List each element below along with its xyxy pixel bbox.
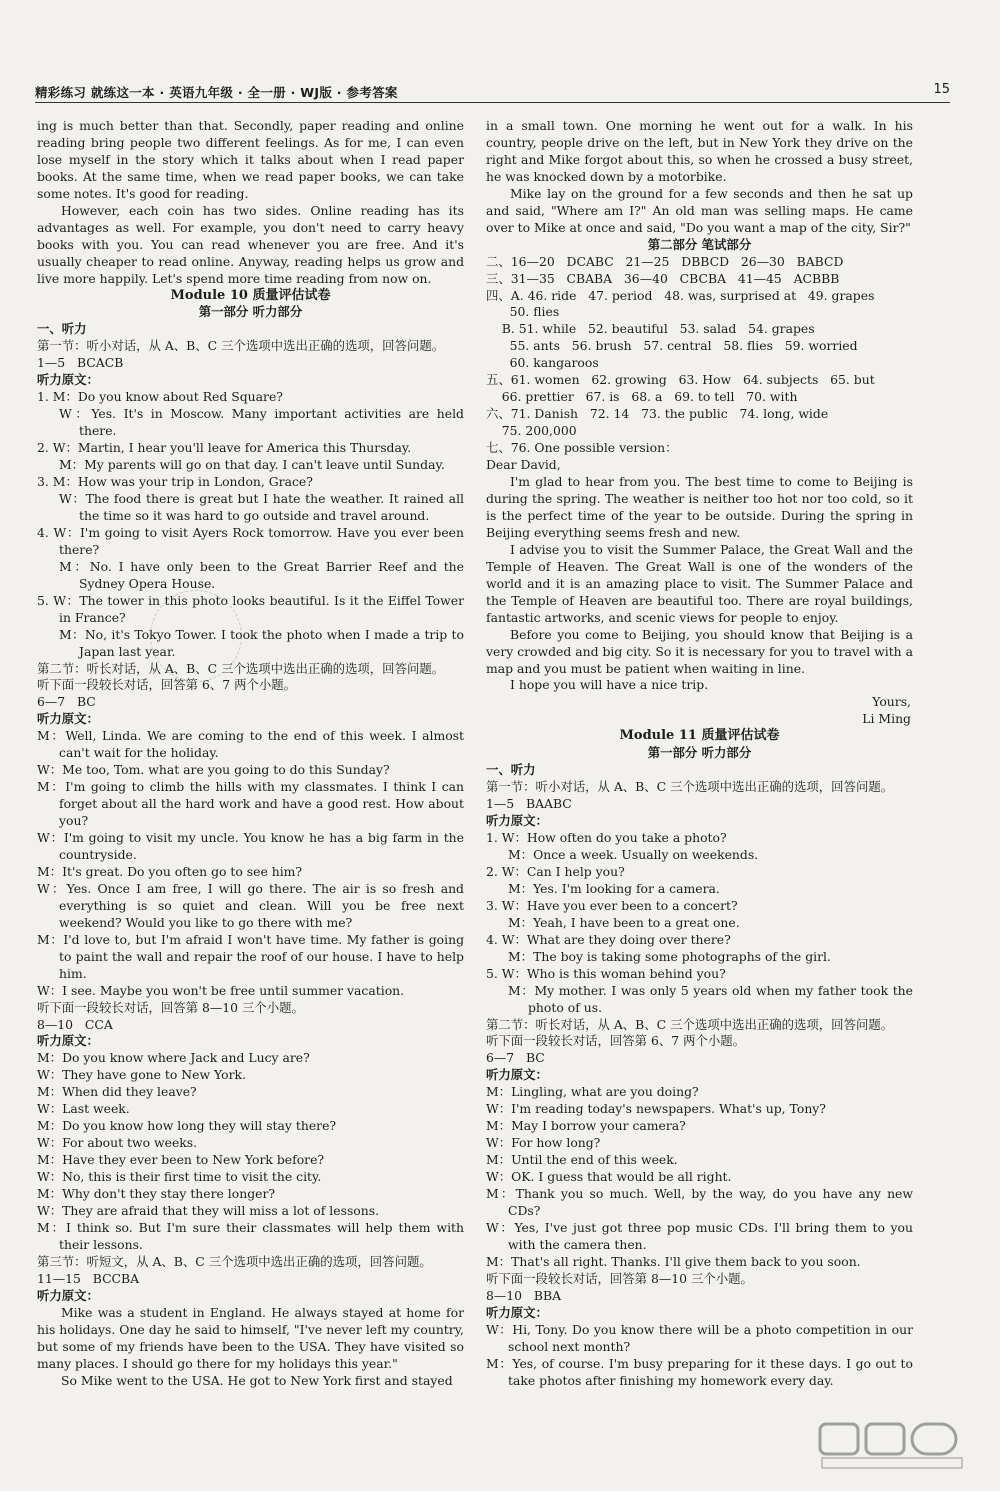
right-paragraph: 第二部分 笔试部分	[647, 236, 752, 252]
left-paragraph: W：Me too, Tom. what are you going to do this Sunday?	[37, 762, 390, 778]
left-paragraph: W：For about two weeks.	[37, 1135, 198, 1151]
left-paragraph: W：They are afraid that they will miss a lot of lessons.	[37, 1203, 380, 1218]
left-paragraph: Module 10 质量评估试卷	[170, 287, 331, 303]
right-paragraph: 一、听力	[486, 762, 536, 778]
right-paragraph: M：Yeah, I have been to a great one.	[508, 914, 740, 930]
right-paragraph: M：My mother. I was only 5 years old when my father took the photo of us.	[508, 982, 913, 1015]
right-paragraph: 1. W：How often do you take a photo?	[486, 830, 727, 846]
right-paragraph: 75. 200,000	[486, 423, 577, 439]
left-paragraph: 一、听力	[37, 321, 87, 337]
right-paragraph: 四、A. 46. ride 47. period 48. was, surprised at 49. grapes	[486, 287, 875, 303]
right-paragraph: I hope you will have a nice trip.	[510, 677, 709, 693]
left-paragraph: W：Yes. Once I am free, I will go there. The air is so fresh and everything is so quiet and clean. Will you be free next weekend? Would you like to go there with me?	[37, 880, 464, 930]
right-paragraph: Before you come to Beijing, you should know that Beijing is a very crowded and big city. So it is necessary for you to travel with a map and you must be patient when waiting in line.	[486, 626, 913, 676]
left-paragraph: W：No, this is their first time to visit the city.	[37, 1169, 322, 1185]
right-paragraph: Mike lay on the ground for a few seconds and then he sat up and said, "Where am I?" An old man was selling maps. He came over to Mike at once and said, "Do you want a map of the city, Sir?"	[486, 185, 913, 235]
left-paragraph: 6—7 BC	[37, 694, 96, 710]
left-paragraph: W：The food there is great but I hate the weather. It rained all the time so it was hard to go outside and travel around.	[59, 490, 464, 523]
right-paragraph: 6—7 BC	[486, 1050, 545, 1066]
right-paragraph: M：Yes. I'm looking for a camera.	[508, 880, 720, 896]
left-paragraph: 第一节：听小对话，从 A、B、C 三个选项中选出正确的选项，回答问题。	[37, 338, 445, 354]
right-paragraph: M：Lingling, what are you doing?	[486, 1084, 699, 1100]
left-column	[37, 118, 464, 1389]
left-paragraph: 11—15 BCCBA	[37, 1270, 140, 1286]
left-paragraph: 听下面一段较长对话，回答第 6、7 两个小题。	[37, 677, 297, 693]
left-paragraph: 2. W：Martin, I hear you'll leave for America this Thursday.	[37, 440, 412, 456]
right-paragraph: 66. prettier 67. is 68. a 69. to tell 70. with	[486, 389, 798, 405]
right-paragraph: 听下面一段较长对话，回答第 8—10 三个小题。	[486, 1270, 753, 1286]
right-paragraph: 三、31—35 CBABA 36—40 CBCBA 41—45 ACBBB	[486, 270, 840, 286]
right-paragraph: 3. W：Have you ever been to a concert?	[486, 897, 738, 913]
left-paragraph: M：It's great. Do you often go to see him?	[37, 863, 303, 879]
left-paragraph: ing is much better than that. Secondly, paper reading and online reading bring people two different feelings. As for me, I can even lose myself in the story which it talks about when I read paper books. At the same time, when we read paper books, we can take some notes. It's good for reading.	[37, 118, 464, 201]
right-paragraph: 听力原文：	[486, 1067, 548, 1083]
page-header	[35, 80, 950, 103]
right-paragraph: M：May I borrow your camera?	[486, 1118, 686, 1134]
left-paragraph: M：I'm going to climb the hills with my classmates. I think I can forget about all the hard work and have a good rest. How about you?	[37, 779, 464, 829]
left-paragraph: 听下面一段较长对话，回答第 8—10 三个小题。	[37, 999, 304, 1015]
right-paragraph: 听下面一段较长对话，回答第 6、7 两个小题。	[486, 1033, 746, 1049]
right-paragraph: 4. W：What are they doing over there?	[486, 931, 731, 947]
left-paragraph: W：They have gone to New York.	[37, 1067, 246, 1083]
left-paragraph: M：No. I have only been to the Great Barrier Reef and the Sydney Opera House.	[59, 558, 464, 591]
left-paragraph: 4. W：I'm going to visit Ayers Rock tomorrow. Have you ever been there?	[37, 524, 464, 557]
left-paragraph: 1—5 BCACB	[37, 355, 124, 371]
right-paragraph: 2. W：Can I help you?	[486, 863, 625, 879]
right-column	[486, 118, 913, 1389]
right-paragraph: 5. W：Who is this woman behind you?	[486, 965, 726, 981]
right-paragraph: W：For how long?	[486, 1135, 601, 1151]
right-paragraph: Module 11 质量评估试卷	[619, 728, 780, 744]
left-paragraph: M：Have they ever been to New York before?	[37, 1152, 325, 1168]
right-paragraph: 六、71. Danish 72. 14 73. the public 74. long, wide	[486, 406, 829, 422]
left-paragraph: So Mike went to the USA. He got to New York first and stayed	[61, 1372, 453, 1388]
left-paragraph: M：No, it's Tokyo Tower. I took the photo when I made a trip to Japan last year.	[59, 626, 464, 659]
left-paragraph: M：When did they leave?	[37, 1084, 197, 1100]
left-paragraph: 听力原文：	[37, 711, 99, 727]
right-paragraph: 五、61. women 62. growing 63. How 64. subjects 65. but	[486, 372, 875, 388]
watermark-logo-icon	[818, 1420, 968, 1470]
right-paragraph: I'm glad to hear from you. The best time to come to Beijing is during the spring. The weather is neither too hot nor too cold, so it is the perfect time of the year to be outside. During the spring in Beijing everything seems fresh and new.	[486, 474, 913, 540]
left-paragraph: W：Yes. It's in Moscow. Many important activities are held there.	[59, 406, 464, 439]
right-paragraph: I advise you to visit the Summer Palace, the Great Wall and the Temple of Heaven. The Great Wall is one of the wonders of the world and it is an amazing place to visit. The Summer Palace and the Temple of Heaven are beautiful too. There are royal buildings, fantastic artworks, and scenic views for people to enjoy.	[486, 541, 913, 625]
left-paragraph: M：Do you know where Jack and Lucy are?	[37, 1050, 310, 1066]
left-paragraph: 听力原文：	[37, 372, 99, 388]
right-paragraph: M：That's all right. Thanks. I'll give them back to you soon.	[486, 1253, 861, 1269]
left-paragraph: M：I think so. But I'm sure their classmates will help them with their lessons.	[37, 1219, 464, 1252]
right-paragraph: Li Ming	[862, 711, 911, 727]
left-paragraph: M：I'd love to, but I'm afraid I won't have time. My father is going to paint the wall and repair the roof of our house. I have to help him.	[37, 931, 464, 981]
right-paragraph: 55. ants 56. brush 57. central 58. flies 59. worried	[486, 338, 858, 354]
left-paragraph: Mike was a student in England. He always stayed at home for his holidays. One day he said to himself, "I've never left my country, but some of my friends have been to the USA. They have visited so many places. I should go there for my holidays this year."	[37, 1304, 464, 1371]
left-paragraph: 3. M：How was your trip in London, Grace?	[37, 474, 313, 490]
left-paragraph: 听力原文：	[37, 1287, 99, 1303]
left-paragraph: 第三节：听短文，从 A、B、C 三个选项中选出正确的选项，回答问题。	[37, 1253, 432, 1269]
left-paragraph: 听力原文：	[37, 1033, 99, 1049]
right-paragraph: B. 51. while 52. beautiful 53. salad 54. grapes	[486, 321, 815, 337]
left-paragraph: W：Last week.	[37, 1101, 130, 1117]
header-title: 精彩练习 就练这一本 · 英语九年级 · 全一册 · WJ版 · 参考答案	[35, 85, 398, 100]
right-paragraph: M：Yes, of course. I'm busy preparing for it these days. I go out to take photos after finishing my homework every day.	[486, 1355, 913, 1388]
right-paragraph: 听力原文：	[486, 813, 548, 829]
right-paragraph: W：Hi, Tony. Do you know there will be a photo competition in our school next month?	[486, 1321, 913, 1354]
right-paragraph: M：The boy is taking some photographs of the girl.	[508, 948, 831, 964]
right-paragraph: 50. flies	[486, 304, 560, 320]
left-paragraph: 8—10 CCA	[37, 1016, 113, 1032]
left-paragraph: M：My parents will go on that day. I can't leave until Sunday.	[59, 457, 445, 473]
left-paragraph: M：Why don't they stay there longer?	[37, 1186, 276, 1202]
left-paragraph: 5. W：The tower in this photo looks beautiful. Is it the Eiffel Tower in France?	[37, 592, 464, 625]
left-paragraph: W：I'm going to visit my uncle. You know he has a big farm in the countryside.	[37, 830, 464, 862]
right-paragraph: 第一节：听小对话，从 A、B、C 三个选项中选出正确的选项，回答问题。	[486, 779, 894, 795]
left-paragraph: 第一部分 听力部分	[198, 304, 303, 320]
left-paragraph: W：I see. Maybe you won't be free until summer vacation.	[37, 982, 405, 998]
right-paragraph: W：I'm reading today's newspapers. What's up, Tony?	[486, 1101, 826, 1117]
left-paragraph: 第二节：听长对话，从 A、B、C 三个选项中选出正确的选项，回答问题。	[37, 660, 445, 676]
right-paragraph: 听力原文：	[486, 1304, 548, 1320]
right-paragraph: in a small town. One morning he went out for a walk. In his country, people drive on the left, but in New York they drive on the right and Mike forgot about this, so when he crossed a busy street, he was knocked down by a motorbike.	[486, 118, 913, 184]
left-paragraph: 1. M：Do you know about Red Square?	[37, 389, 283, 405]
left-paragraph: However, each coin has two sides. Online reading has its advantages as well. For example, you don't need to carry heavy books with you. You can read whenever you are free. And it's usually cheaper to read online. Anyway, reading helps us grow and live more happily. Let's spend more time reading from now on.	[37, 202, 464, 286]
right-paragraph: M：Thank you so much. Well, by the way, do you have any new CDs?	[486, 1186, 913, 1218]
right-paragraph: 8—10 BBA	[486, 1287, 562, 1303]
left-paragraph: M：Well, Linda. We are coming to the end of this week. I almost can't wait for the holiday.	[37, 728, 464, 761]
right-paragraph: W：OK. I guess that would be all right.	[486, 1169, 732, 1185]
right-paragraph: Dear David,	[486, 457, 561, 473]
right-paragraph: 七、76. One possible version：	[486, 440, 678, 456]
right-paragraph: 1—5 BAABC	[486, 796, 572, 812]
right-paragraph: W：Yes, I've just got three pop music CDs. I'll bring them to you with the camera then.	[486, 1219, 913, 1252]
right-paragraph: Yours,	[872, 694, 911, 710]
right-paragraph: M：Until the end of this week.	[486, 1152, 678, 1168]
right-paragraph: 60. kangaroos	[486, 355, 599, 371]
left-paragraph: M：Do you know how long they will stay there?	[37, 1118, 337, 1134]
right-paragraph: 二、16—20 DCABC 21—25 DBBCD 26—30 BABCD	[486, 253, 844, 269]
page-number: 15	[933, 82, 950, 97]
right-paragraph: 第二节：听长对话，从 A、B、C 三个选项中选出正确的选项，回答问题。	[486, 1016, 894, 1032]
right-paragraph: M：Once a week. Usually on weekends.	[508, 846, 759, 862]
right-paragraph: 第一部分 听力部分	[647, 745, 752, 761]
